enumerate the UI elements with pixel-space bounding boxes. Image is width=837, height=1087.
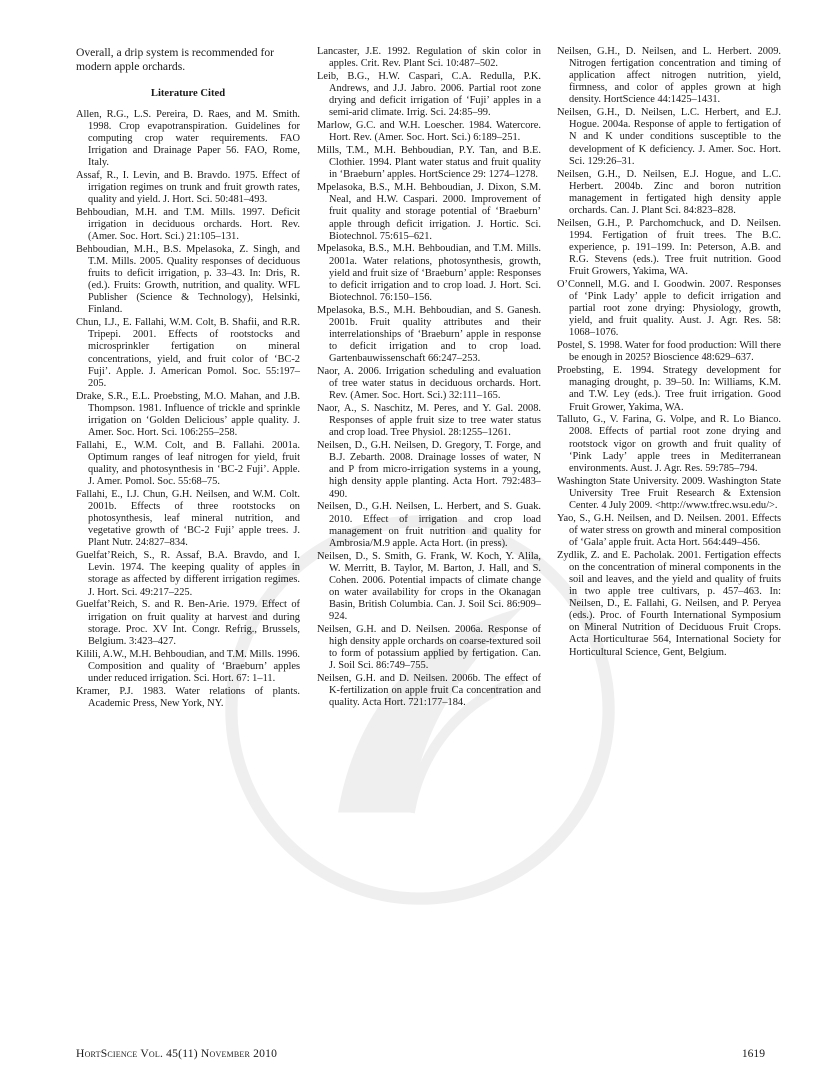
footer-journal-info: HortScience Vol. 45(11) November 2010 — [76, 1047, 278, 1060]
reference-entry: Mpelasoka, B.S., M.H. Behboudian, and T.M. Mills. 2001a. Water relations, photosynthesis, growth, yield and fruit size of ‘Braeburn’ apple: Responses to deficit irrigation and to crop load. J. Hort. Sci. Biotechnol. 76:150–156. — [317, 243, 541, 303]
column-middle — [317, 46, 541, 710]
reference-entry: Guelfat’Reich, S., R. Assaf, B.A. Bravdo, and I. Levin. 1974. The keeping quality of apples in storage as affected by different irrigation regimes. J. Hort. Sci. 49:217–225. — [76, 550, 300, 598]
reference-entry: Neilsen, G.H., D. Neilsen, L.C. Herbert, and E.J. Hogue. 2004a. Response of apple to fertigation of N and K under conditions susceptible to the development of K deficiency. J. Amer. Soc. Hort. Sci. 129:26–31. — [557, 107, 781, 167]
reference-entry: Zydlik, Z. and E. Pacholak. 2001. Fertigation effects on the concentration of mineral components in the soil and leaves, and the yield and quality of fruits in two apple tree cultivars, p. 457–463. In: Neilsen, D., E. Fallahi, G. Neilsen, and P. Peryea (eds.). Proc. of Fourth International Symposium on Mineral Nutrition of Deciduous Fruit Crops. Acta Horticulturae 564, International Society for Horticultural Science, Gent, Belgium. — [557, 549, 781, 658]
reference-entry: Kramer, P.J. 1983. Water relations of plants. Academic Press, New York, NY. — [76, 685, 300, 709]
reference-entry: Chun, I.J., E. Fallahi, W.M. Colt, B. Shafii, and R.R. Tripepi. 2001. Effects of rootstocks and microsprinkler fertigation on mineral concentrations, yield, and fruit color of ‘BC-2 Fuji’. Apple. J. American Pomol. Soc. 55:197–205. — [76, 317, 300, 389]
reference-entry: Marlow, G.C. and W.H. Loescher. 1984. Watercore. Hort. Rev. (Amer. Soc. Hort. Sci.) 6:189–251. — [317, 120, 541, 144]
reference-entry: Fallahi, E., W.M. Colt, and B. Fallahi. 2001a. Optimum ranges of leaf nitrogen for yield, fruit quality, and photosynthesis in ‘BC-2 Fuji’. Apple. J. Amer. Pomol. Soc. 55:68–75. — [76, 439, 300, 488]
section-heading: Literature Cited — [150, 88, 226, 100]
reference-list-col3 — [557, 46, 781, 659]
reference-entry: Neilsen, G.H., D. Neilsen, E.J. Hogue, and L.C. Herbert. 2004b. Zinc and boron nutrition management in fertigated high density apple orchards. Can. J. Plant Sci. 84:823–828. — [557, 168, 781, 216]
reference-list-col2 — [317, 46, 541, 709]
reference-entry: Behboudian, M.H. and T.M. Mills. 1997. Deficit irrigation in deciduous orchards. Hort. Rev. (Amer. Soc. Hort. Sci.) 21:105–131. — [76, 206, 300, 243]
reference-entry: Washington State University. 2009. Washington State University Tree Fruit Research & Extension Center. 4 July 2009. <http://www.tfrec.wsu.edu/>. — [557, 475, 781, 511]
reference-entry: Talluto, G., V. Farina, G. Volpe, and R. Lo Bianco. 2008. Effects of partial root zone drying and rootstock vigor on growth and fruit quality of ‘Pink Lady’ apple trees in Mediterranean environments. Aust. J. Agr. Res. 59:785–794. — [557, 414, 781, 474]
reference-entry: Postel, S. 1998. Water for food production: Will there be enough in 2025? Bioscience 48:629–637. — [557, 340, 781, 364]
reference-entry: Neilsen, D., G.H. Neilsen, L. Herbert, and S. Guak. 2010. Effect of irrigation and crop load management on fruit nutrition and quality for Ambrosia/M.9 apple. Acta Hort. (in press). — [317, 501, 541, 549]
reference-entry: Neilsen, G.H. and D. Neilsen. 2006b. The effect of K-fertilization on apple fruit Ca concentration and quality. Acta Hort. 721:177–184. — [317, 673, 541, 709]
reference-entry: Allen, R.G., L.S. Pereira, D. Raes, and M. Smith. 1998. Crop evapotranspiration. Guidelines for computing crop water requirements. FAO Irrigation and Drainage Paper 56. FAO, Rome, Italy. — [76, 108, 300, 168]
reference-entry: Kilili, A.W., M.H. Behboudian, and T.M. Mills. 1996. Composition and quality of ‘Braeburn’ apples under reduced irrigation. Sci. Hort. 67: 1–11. — [76, 648, 300, 684]
reference-entry: Naor, A. 2006. Irrigation scheduling and evaluation of tree water status in deciduous orchards. Hort. Rev. (Amer. Soc. Hort. Sci.) 32:111–165. — [317, 366, 541, 402]
reference-entry: Proebsting, E. 1994. Strategy development for managing drought, p. 39–50. In: Williams, K.M. and T.W. Ley (eds.). Tree fruit irrigation. Good Fruit Grower, Yakima, WA. — [557, 365, 781, 413]
reference-entry: Neilsen, G.H. and D. Neilsen. 2006a. Response of high density apple orchards on coarse-textured soil to form of potassium applied by fertigation. Can. J. Soil Sci. 86:749–755. — [317, 623, 541, 672]
reference-entry: Neilsen, D., S. Smith, G. Frank, W. Koch, Y. Alila, W. Merritt, B. Taylor, M. Barton, J. Hall, and S. Cohen. 2006. Potential impacts of climate change on water availability for crops in the Okanagan Basin, British Columbia. Can. J. Soil Sci. 86:909–924. — [317, 550, 541, 623]
reference-entry: Behboudian, M.H., B.S. Mpelasoka, Z. Singh, and T.M. Mills. 2005. Quality responses of deciduous fruits to deficit irrigation, p. 33–43. In: Dris, R. (ed.). Fruits: Growth, nutrition, and quality. WFL Publisher (Science & Technology), Helsinki, Finland. — [76, 243, 300, 316]
reference-entry: Mills, T.M., M.H. Behboudian, P.Y. Tan, and B.E. Clothier. 1994. Plant water status and fruit quality in ‘Braeburn’ apples. HortScience 29: 1274–1278. — [317, 145, 541, 181]
reference-entry: Lancaster, J.E. 1992. Regulation of skin color in apples. Crit. Rev. Plant Sci. 10:487–502. — [317, 46, 541, 70]
reference-entry: Leib, B.G., H.W. Caspari, C.A. Redulla, P.K. Andrews, and J.J. Jabro. 2006. Partial root zone drying and deficit irrigation of ‘Fuji’ apples in a semi-arid climate. Irrig. Sci. 24:85–99. — [317, 70, 541, 119]
footer-page-number: 1619 — [741, 1047, 765, 1060]
reference-entry: Neilsen, G.H., P. Parchomchuck, and D. Neilsen. 1994. Fertigation of fruit trees. The B.C. experience, p. 191–199. In: Peterson, A.B. and R.G. Stevens (eds.). Tree fruit nutrition. Good Fruit Growers, Yakima, WA. — [557, 217, 781, 278]
reference-entry: Neilsen, D., G.H. Neilsen, D. Gregory, T. Forge, and B.J. Zebarth. 2008. Drainage losses of water, N and P from micro-irrigation systems in a young, high density apple planting. Acta Hort. 792:483–490. — [317, 440, 541, 500]
reference-entry: O’Connell, M.G. and I. Goodwin. 2007. Responses of ‘Pink Lady’ apple to deficit irrigation and partial root zone drying: Physiology, growth, yield, and fruit quality. Aust. J. Agr. Res. 58: 1068–1076. — [557, 278, 781, 339]
reference-list-col1 — [76, 109, 300, 710]
column-right — [557, 46, 781, 659]
reference-entry: Mpelasoka, B.S., M.H. Behboudian, and S. Ganesh. 2001b. Fruit quality attributes and their interrelationships of ‘Braeburn’ apple in response to deficit irrigation and to crop load. Gartenbauwissenschaft 66:247–253. — [317, 304, 541, 365]
reference-entry: Assaf, R., I. Levin, and B. Bravdo. 1975. Effect of irrigation regimes on trunk and fruit growth rates, quality and yield. J. Hort. Sci. 50:481–493. — [76, 169, 300, 205]
reference-entry: Guelfat’Reich, S. and R. Ben-Arie. 1979. Effect of irrigation on fruit quality at harvest and during storage. Proc. XV Int. Congr. Refrig., Brussels, Belgium. 3:423–427. — [76, 599, 300, 647]
column-left — [76, 46, 300, 711]
reference-entry: Neilsen, G.H., D. Neilsen, and L. Herbert. 2009. Nitrogen fertigation concentration and timing of application affect nitrogen nutrition, yield, firmness, and color of apples grown at high density. HortScience 44:1425–1431. — [557, 46, 781, 106]
reference-entry: Fallahi, E., I.J. Chun, G.H. Neilsen, and W.M. Colt. 2001b. Effects of three rootstocks on photosynthesis, leaf mineral nutrition, and vegetative growth of ‘BC-2 Fuji’ apple trees. J. Plant Nutr. 24:827–834. — [76, 488, 300, 549]
reference-entry: Drake, S.R., E.L. Proebsting, M.O. Mahan, and J.B. Thompson. 1981. Influence of trickle and sprinkle irrigation on ‘Golden Delicious’ apple quality. J. Amer. Soc. Hort. Sci. 106:255–258. — [76, 390, 300, 438]
intro-paragraph: Overall, a drip system is recommended for modern apple orchards. — [76, 46, 274, 74]
reference-entry: Yao, S., G.H. Neilsen, and D. Neilsen. 2001. Effects of water stress on growth and mineral composition of ‘Gala’ apple fruit. Acta Hort. 564:449–456. — [557, 512, 781, 548]
reference-entry: Naor, A., S. Naschitz, M. Peres, and Y. Gal. 2008. Responses of apple fruit size to tree water status and crop load. Tree Physiol. 28:1255–1261. — [317, 403, 541, 439]
reference-entry: Mpelasoka, B.S., M.H. Behboudian, J. Dixon, S.M. Neal, and H.W. Caspari. 2000. Improvement of fruit quality and storage potential of ‘Braeburn’ apple through deficit irrigation. J. Hortic. Sci. Biotechnol. 75:615–621. — [317, 182, 541, 242]
